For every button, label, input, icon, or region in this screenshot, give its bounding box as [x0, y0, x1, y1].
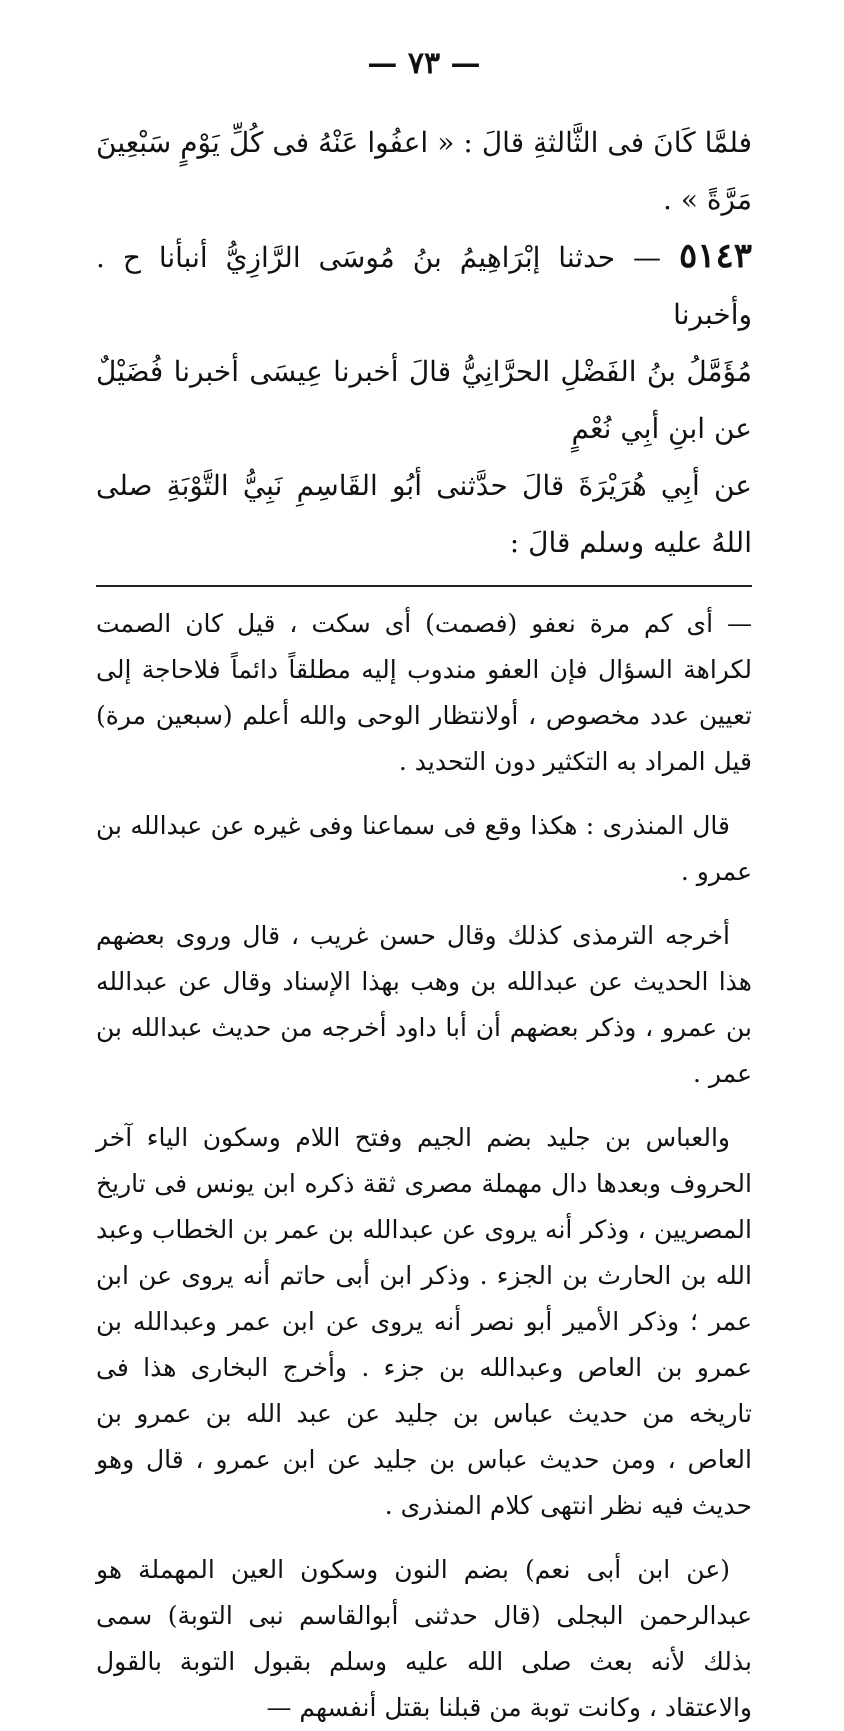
commentary-paragraph-2: قال المنذرى : هكذا وقع فى سماعنا وفى غيره عن عبدالله بن عمرو . — [96, 811, 752, 886]
commentary-paragraph-5: (عن ابن أبى نعم) بضم النون وسكون العين المهملة هو عبدالرحمن البجلى (قال حدثنى أبوالقاسم نبى التوبة) سمى بذلك لأنه بعث صلى الله عليه وسلم بقبول التوبة بالقول والاعتقاد ، وكانت توبة من قبلنا بقتل أنفسهم — — [96, 1555, 752, 1722]
commentary-section — [96, 601, 752, 1731]
hadith-line-4: عن أبِي هُرَيْرَةَ قالَ حدَّثنى أبُو القَاسِمِ نَبِيُّ التَّوْبَةِ صلى اللهُ عليه وسلم قالَ : — [96, 469, 752, 559]
commentary-paragraph-1: — أى كم مرة نعفو (فصمت) أى سكت ، قيل كان الصمت لكراهة السؤال فإن العفو مندوب إليه مطلقاً دائماً فلاحاجة إلى تعيين عدد مخصوص ، أولانتظار الوحى والله أعلم (سبعين مرة) قيل المراد به التكثير دون التحديد . — [96, 609, 752, 776]
hadith-text — [96, 114, 752, 571]
hadith-line-1: فلمَّا كَانَ فى الثَّالثةِ قالَ : « اعفُوا عَنْهُ فى كُلِّ يَوْمٍ سَبْعِينَ مَرَّةً » . — [96, 126, 752, 216]
footnote-divider — [96, 585, 752, 587]
commentary-paragraph-3: أخرجه الترمذى كذلك وقال حسن غريب ، قال وروى بعضهم هذا الحديث عن عبدالله بن وهب بهذا الإسناد وقال عن عبدالله بن عمرو ، وذكر بعضهم أن أبا داود أخرجه من حديث عبدالله بن عمر . — [96, 921, 752, 1088]
hadith-line-2 — [96, 228, 752, 343]
hadith-line-3: مُؤَمَّلُ بنُ الفَضْلِ الحرَّانِيُّ قالَ أخبرنا عِيسَى أخبرنا فُضَيْلٌ عن ابنِ أبِي نُعْمٍ — [96, 355, 752, 445]
commentary-paragraph-4: والعباس بن جليد بضم الجيم وفتح اللام وسكون الياء آخر الحروف وبعدها دال مهملة مصرى ثقة ذكره ابن يونس فى تاريخ المصريين ، وذكر أنه يروى عن عبدالله بن عمر بن الخطاب وعبد الله بن الحارث بن الجزء . وذكر ابن أبى حاتم أنه يروى عن ابن عمر ؛ وذكر الأمير أبو نصر أنه يروى عن ابن عمر وعبدالله بن عمرو بن العاص وعبدالله بن جزء . وأخرج البخارى هذا فى تاريخه من حديث عباس بن جليد عن عبد الله بن عمرو بن العاص ، ومن حديث عباس بن جليد عن ابن عمرو ، قال وهو حديث فيه نظر انتهى كلام المنذرى . — [96, 1123, 752, 1520]
page-number: — ٧٣ — — [367, 46, 481, 81]
hadith-line-2-text: — حدثنا إبْرَاهِيمُ بنُ مُوسَى الرَّازِيُّ أنبأنا ح . وأخبرنا — [96, 241, 752, 331]
hadith-number: ٥١٤٣ — [678, 236, 752, 276]
